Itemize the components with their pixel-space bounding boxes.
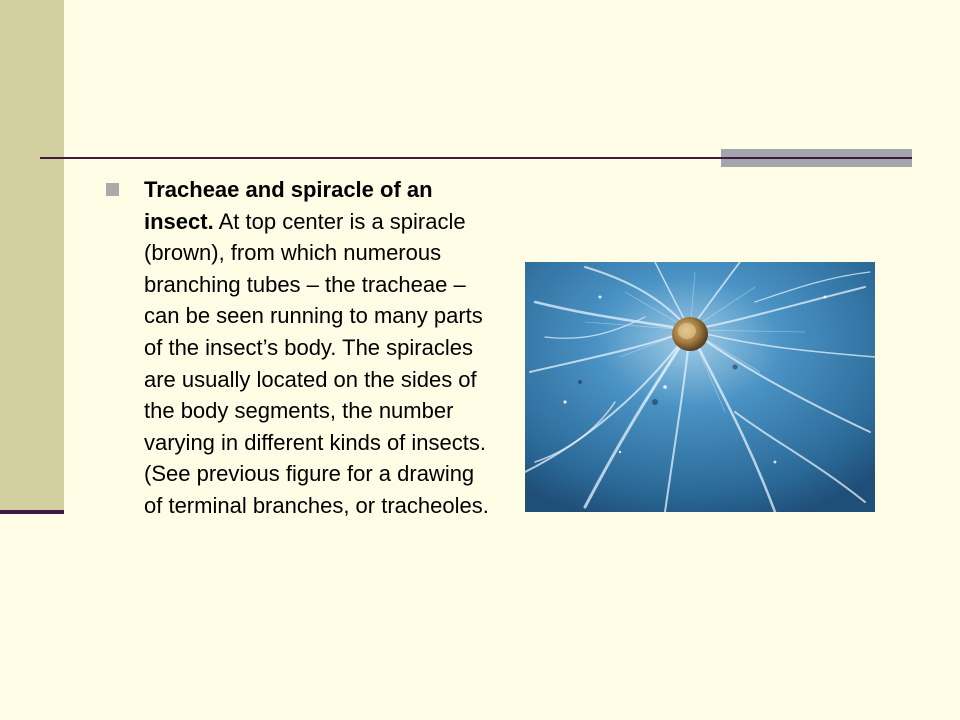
spiracle-photo [525, 262, 875, 512]
bullet-item [106, 174, 491, 522]
spiracle-photo-illustration [525, 262, 875, 512]
left-band-rule [0, 510, 64, 514]
bullet-bold-text: Tracheae and spiracle of an insect. [144, 177, 433, 234]
bullet-body-text: At top center is a spiracle (brown), from which numerous branching tubes – the tracheae – can be seen running to many parts of the insect’s body. The spiracles are usually located on the sides of the body segments, the number varying in different kinds of insects. (See previous figure for a drawing of terminal branches, or tracheoles. [144, 208, 489, 518]
title-divider-accent-lower [721, 159, 912, 167]
bullet-text [144, 174, 491, 522]
bullet-square-icon [106, 183, 119, 196]
left-decorative-band [0, 0, 64, 510]
title-divider-accent [721, 149, 912, 157]
